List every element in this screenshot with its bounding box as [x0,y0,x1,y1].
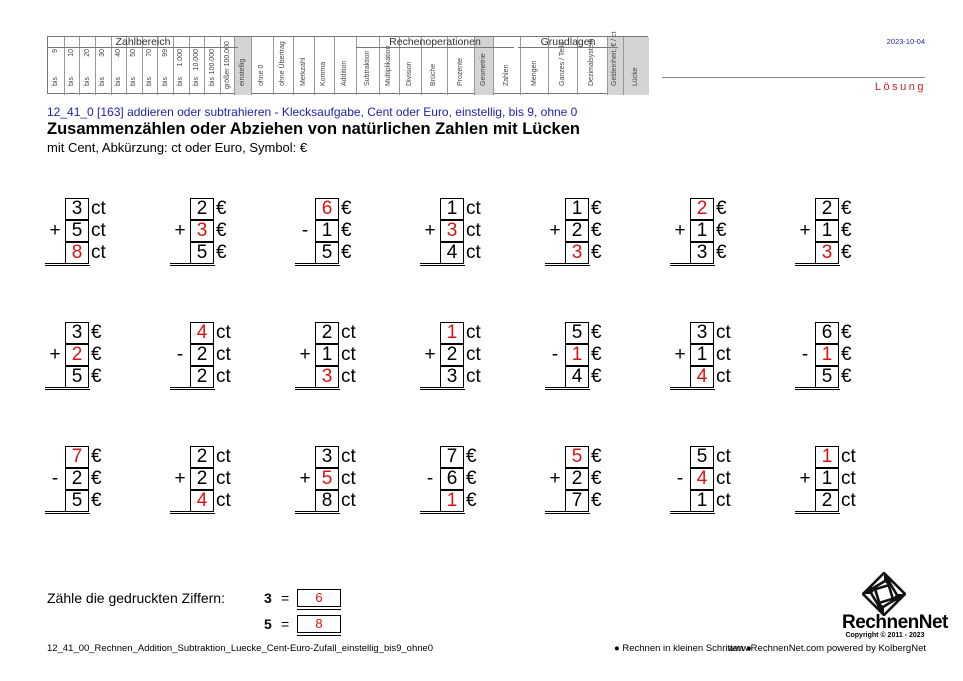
digit-cell: 1 [440,198,464,220]
category-label: Ganzes / Teile [558,41,566,86]
unit-label: € [341,220,352,241]
header-column [314,37,334,95]
range-limit: 50 [130,49,138,57]
exercise [795,446,865,516]
operator: - [676,468,684,489]
digit-cell: 6 [815,322,839,344]
double-underline [295,513,340,514]
footer-filename: 12_41_00_Rechnen_Addition_Subtraktion_Luecke_Cent-Euro-Zufall_einstellig_bis9_ohne0 [47,643,434,654]
digit-cell: 3 [315,446,339,468]
gap-answer-cell: 1 [815,446,839,468]
digit-cell: 1 [815,220,839,242]
category-label: Dezimalsystem [588,38,596,86]
header-column [334,37,356,95]
page-title: Zusammenzählen oder Abziehen von natürlichen Zahlen mit Lücken [47,120,580,138]
gap-answer-cell: 3 [815,242,839,264]
group-underline [48,47,238,48]
digit-cell: 5 [65,490,89,512]
exercise [670,322,740,392]
result-bracket [670,366,691,388]
result-bracket [795,366,816,388]
unit-label: € [466,468,477,489]
range-prefix: bis [161,77,169,86]
double-underline [670,265,715,266]
range-limit: 70 [146,49,154,57]
operator: + [799,220,811,241]
range-limit: 1.000 [177,49,185,67]
exercise [45,446,115,516]
digit-cell: 2 [190,468,214,490]
unit-label: ct [216,490,231,511]
result-bracket [670,490,691,512]
unit-label: ct [341,468,356,489]
category-label: Subtraktion [363,50,371,86]
range-limit: 10.000 [192,49,200,71]
digit-cell: 1 [565,198,589,220]
gap-answer-cell: 4 [190,490,214,512]
unit-label: € [716,242,727,263]
unit-label: ct [466,366,481,387]
header-group-title: Zahlbereich [115,36,171,48]
digit-cell: 6 [440,468,464,490]
header-group-title: Grundlagen [540,36,596,48]
digit-cell: 3 [440,366,464,388]
digit-cell: 1 [690,344,714,366]
gap-answer-cell: 5 [315,468,339,490]
count-label: Zähle die gedruckten Ziffern: [47,590,225,606]
digit-cell: 5 [315,242,339,264]
digit-cell: 8 [315,490,339,512]
unit-label: € [91,322,102,343]
footer-website: www.RechnenNet.com powered by KolbergNet [727,643,926,654]
double-underline [45,389,90,390]
gap-answer-cell: 1 [815,344,839,366]
double-underline [295,389,340,390]
unit-label: ct [216,344,231,365]
range-limit: 10 [67,49,75,57]
gap-answer-cell: 4 [690,366,714,388]
unit-label: € [716,198,727,219]
unit-label: € [841,344,852,365]
result-bracket [420,366,441,388]
operator: + [49,220,61,241]
date: 2023-10-04 [886,37,925,46]
range-prefix: bis [208,77,216,86]
category-label: Multiplikation [385,45,393,86]
header-column [251,37,273,95]
unit-label: € [716,220,727,241]
double-underline [45,513,90,514]
result-bracket [170,366,191,388]
unit-label: € [591,242,602,263]
count-equals: = [281,616,290,632]
double-underline [420,513,465,514]
unit-label: € [91,468,102,489]
exercise [170,322,240,392]
unit-label: ct [341,344,356,365]
digit-cell: 2 [815,490,839,512]
operator: + [299,468,311,489]
digit-cell: 2 [190,198,214,220]
header-column [293,37,313,95]
digit-cell: 5 [565,322,589,344]
exercise [170,198,240,268]
header-category-grid [47,31,648,94]
range-limit: 30 [99,49,107,57]
range-prefix: bis [67,77,75,86]
unit-label: ct [716,490,731,511]
range-prefix: bis [130,77,138,86]
exercise [170,446,240,516]
count-digit: 3 [264,590,272,606]
unit-label: ct [341,490,356,511]
digit-cell: 1 [315,344,339,366]
result-bracket [45,366,66,388]
category-label: Division [406,61,414,86]
operator: - [51,468,59,489]
unit-label: € [841,366,852,387]
result-bracket [420,242,441,264]
unit-label: ct [216,322,231,343]
unit-label: € [466,490,477,511]
result-bracket [795,490,816,512]
unit-label: € [341,198,352,219]
digit-cell: 3 [65,322,89,344]
exercise [420,322,490,392]
result-bracket [295,490,316,512]
unit-label: ct [716,322,731,343]
unit-label: € [591,446,602,467]
digit-cell: 4 [565,366,589,388]
header-column [623,37,649,95]
double-underline [545,513,590,514]
gap-answer-cell: 7 [65,446,89,468]
digit-cell: 1 [690,490,714,512]
gap-answer-cell: 3 [190,220,214,242]
category-label: Lücke [632,67,640,86]
unit-label: € [591,490,602,511]
group-underline [518,47,618,48]
digit-cell: 2 [190,366,214,388]
unit-label: ct [341,366,356,387]
range-prefix: bis [114,77,122,86]
digit-cell: 2 [565,468,589,490]
range-prefix: bis [192,77,200,86]
exercise [420,198,490,268]
exercise [545,198,615,268]
double-underline [170,389,215,390]
double-underline [670,513,715,514]
copyright: Copyright © 2011 - 2023 [845,632,925,639]
double-underline [420,265,465,266]
gap-answer-cell: 6 [315,198,339,220]
digit-cell: 2 [315,322,339,344]
operator: - [426,468,434,489]
double-underline [545,265,590,266]
page-subtitle: mit Cent, Abkürzung: ct oder Euro, Symbol: € [47,140,308,155]
result-bracket [420,490,441,512]
unit-label: ct [466,344,481,365]
digit-cell: 3 [690,322,714,344]
count-equals: = [281,590,290,606]
exercise [295,322,365,392]
operator: + [674,220,686,241]
unit-label: ct [466,322,481,343]
category-label: ohne Übertrag [279,41,287,86]
result-bracket [45,490,66,512]
header-column [273,37,293,95]
digit-cell: 1 [815,468,839,490]
gap-answer-cell: 3 [565,242,589,264]
unit-label: ct [216,366,231,387]
unit-label: € [591,198,602,219]
result-bracket [545,242,566,264]
unit-label: € [91,446,102,467]
category-label: Mengen [530,60,538,86]
operator: + [49,344,61,365]
exercise [545,446,615,516]
gap-answer-cell: 5 [565,446,589,468]
gap-answer-cell: 4 [690,468,714,490]
range-limit: 40 [114,49,122,57]
exercise [545,322,615,392]
unit-label: € [591,366,602,387]
result-bracket [670,242,691,264]
digit-cell: 5 [815,366,839,388]
exercise [45,198,115,268]
digit-cell: 5 [690,446,714,468]
unit-label: € [216,220,227,241]
range-limit: 99 [161,49,169,57]
unit-label: ct [716,366,731,387]
double-underline [420,389,465,390]
footer-slogan: ● Rechnen in kleinen Schritten ● [614,643,752,654]
category-label: Geldeinheit, € / ct [611,31,619,86]
count-digit: 5 [264,616,272,632]
unit-label: ct [466,198,481,219]
digit-cell: 1 [690,220,714,242]
result-bracket [170,490,191,512]
double-underline [670,389,715,390]
double-underline [795,513,840,514]
gap-answer-cell: 4 [190,322,214,344]
digit-cell: 1 [315,220,339,242]
category-label: Prozente [456,57,464,86]
digit-cell: 4 [440,242,464,264]
operator: - [551,344,559,365]
gap-answer-cell: 3 [315,366,339,388]
unit-label: € [841,198,852,219]
digit-cell: 7 [440,446,464,468]
double-underline [170,265,215,266]
gap-answer-cell: 1 [440,490,464,512]
digit-cell: 2 [440,344,464,366]
unit-label: ct [341,322,356,343]
unit-label: ct [716,344,731,365]
digit-cell: 5 [190,242,214,264]
unit-label: € [91,490,102,511]
operator: + [549,220,561,241]
category-label: Addition [341,60,349,86]
spiral-logo-icon [862,572,906,616]
digit-cell: 2 [190,446,214,468]
gap-answer-cell: 8 [65,242,89,264]
unit-label: ct [91,242,106,263]
result-bracket [170,242,191,264]
digit-cell: 2 [565,220,589,242]
digit-cell: 5 [65,220,89,242]
operator: - [801,344,809,365]
category-label: Brüche [430,63,438,86]
operator: - [301,220,309,241]
logo-text: RechnenNet [842,612,948,633]
operator: + [174,220,186,241]
digit-cell: 7 [565,490,589,512]
result-bracket [545,366,566,388]
gap-answer-cell: 1 [440,322,464,344]
operator: + [424,220,436,241]
exercise [795,322,865,392]
exercise [295,198,365,268]
count-box-underline [297,635,341,636]
worksheet-info: 12_41_0 [163] addieren oder subtrahieren - Klecksaufgabe, Cent oder Euro, einstellig, bis 9, ohne 0 [47,105,578,119]
category-label: Merkzahl [299,57,307,86]
exercise [45,322,115,392]
count-answer-box: 6 [297,589,341,607]
unit-label: € [841,322,852,343]
header-group-title: Rechenoperationen [389,36,481,48]
double-underline [545,389,590,390]
gap-answer-cell: 2 [65,344,89,366]
range-prefix: bis [83,77,91,86]
range-limit: 100.000 [208,49,216,75]
unit-label: ct [466,220,481,241]
exercise [420,446,490,516]
unit-label: ct [841,468,856,489]
digit-cell: 3 [65,198,89,220]
operator: + [174,468,186,489]
unit-label: ct [466,242,481,263]
unit-label: € [91,366,102,387]
gap-answer-cell: 3 [440,220,464,242]
unit-label: ct [91,198,106,219]
operator: + [424,344,436,365]
category-label: Zahlen [503,64,511,86]
rechnennet-logo [842,572,948,640]
exercise [295,446,365,516]
unit-label: ct [91,220,106,241]
exercise [670,446,740,516]
range-prefix: bis [177,77,185,86]
category-label: Geometrie [479,53,487,86]
exercise [795,198,865,268]
unit-label: € [466,446,477,467]
unit-label: ct [716,468,731,489]
double-underline [170,513,215,514]
unit-label: € [341,242,352,263]
gap-answer-cell: 1 [565,344,589,366]
exercise [670,198,740,268]
unit-label: € [841,242,852,263]
unit-label: € [591,220,602,241]
operator: - [176,344,184,365]
unit-label: € [591,468,602,489]
range-limit: 20 [83,49,91,57]
digit-cell: 2 [815,198,839,220]
unit-label: ct [216,446,231,467]
result-bracket [295,242,316,264]
unit-label: € [841,220,852,241]
result-bracket [545,490,566,512]
range-prefix: bis [146,77,154,86]
double-underline [295,265,340,266]
unit-label: ct [341,446,356,467]
range-prefix: bis [99,77,107,86]
unit-label: € [591,344,602,365]
category-label: einstellig [239,58,247,86]
digit-cell: 2 [65,468,89,490]
result-bracket [795,242,816,264]
digit-cell: 2 [190,344,214,366]
result-bracket [295,366,316,388]
unit-label: € [591,322,602,343]
double-underline [795,389,840,390]
digit-cell: 5 [65,366,89,388]
range-limit: 9 [51,49,59,53]
operator: + [549,468,561,489]
solution-line [662,77,925,78]
count-answer-box: 8 [297,615,341,633]
double-underline [795,265,840,266]
unit-label: € [216,198,227,219]
gap-answer-cell: 2 [690,198,714,220]
category-label: Komma [320,61,328,86]
range-prefix: bis [51,77,59,86]
unit-label: ct [841,446,856,467]
category-label: ohne 0 [258,64,266,86]
unit-label: ct [841,490,856,511]
unit-label: € [91,344,102,365]
operator: + [799,468,811,489]
unit-label: ct [216,468,231,489]
operator: + [674,344,686,365]
unit-label: € [216,242,227,263]
solution-label: Lösung [874,81,926,93]
digit-cell: 3 [690,242,714,264]
double-underline [45,265,90,266]
result-bracket [45,242,66,264]
operator: + [299,344,311,365]
unit-label: ct [716,446,731,467]
count-box-underline [297,609,341,610]
group-underline [356,47,514,48]
range-limit: größer 100.000 [223,41,231,89]
